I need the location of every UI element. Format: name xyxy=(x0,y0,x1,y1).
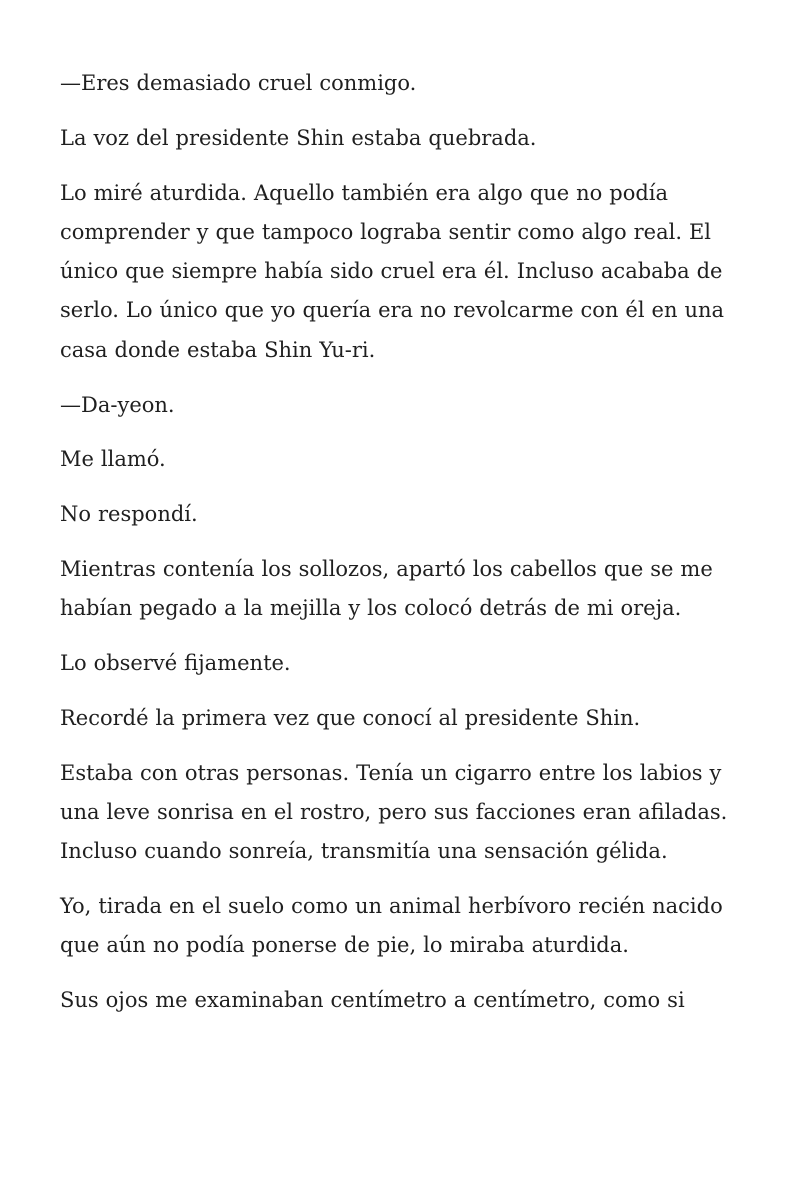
document-page xyxy=(60,64,748,1036)
paragraph-8: Lo observé fijamente. xyxy=(60,651,291,676)
paragraph-4: —Da-yeon. xyxy=(60,392,175,417)
paragraph-1: —Eres demasiado cruel conmigo. xyxy=(60,71,417,95)
paragraph-9: Recordé la primera vez que conocí al presidente Shin. xyxy=(60,705,641,730)
paragraph-12: Sus ojos me examinaban centímetro a centímetro, como si xyxy=(60,988,685,1013)
paragraph-5: Me llamó. xyxy=(60,447,166,472)
paragraph-6: No respondí. xyxy=(60,502,198,527)
paragraph-7: Mientras contenía los sollozos, apartó los cabellos que se me habían pegado a la mejilla y los colocó detrás de mi oreja. xyxy=(60,556,713,621)
paragraph-10: Estaba con otras personas. Tenía un cigarro entre los labios y una leve sonrisa en el rostro, pero sus facciones eran afiladas. Incluso cuando sonreía, transmitía una sensación gélida. xyxy=(60,760,728,864)
paragraph-11: Yo, tirada en el suelo como un animal herbívoro recién nacido que aún no podía ponerse de pie, lo miraba aturdida. xyxy=(60,894,723,958)
paragraph-2: La voz del presidente Shin estaba quebrada. xyxy=(60,125,537,150)
paragraph-3: Lo miré aturdida. Aquello también era algo que no podía comprender y que tampoco lograba sentir como algo real. El único que siempre había sido cruel era él. Incluso acababa de serlo. Lo único que yo quería era no revolcarme con él en una casa donde estaba Shin Yu-ri. xyxy=(60,180,725,362)
